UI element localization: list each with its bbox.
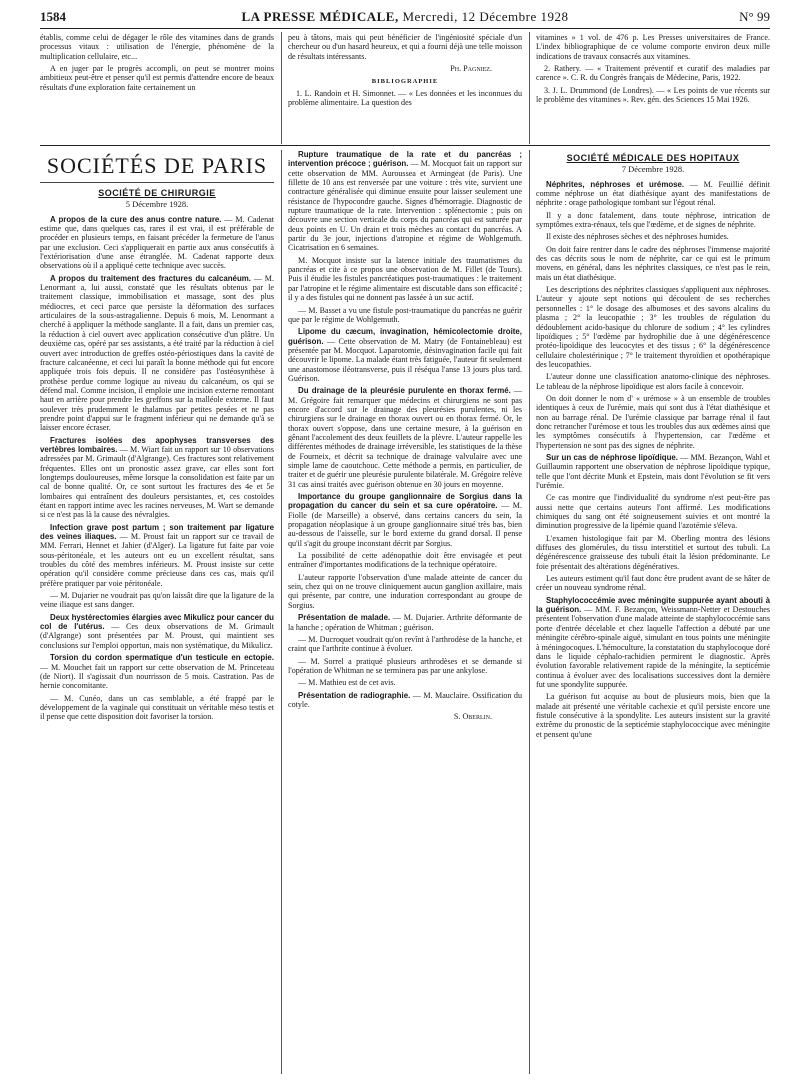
article-text: — Ces deux observations de M. Grimault (d'Algrange) sont présentées par M. Proust, qui maintient ses conclusions sur l'emploi opportun, mais non systématique, du Mikulicz. xyxy=(40,622,274,650)
paragraph xyxy=(288,551,522,570)
paragraph xyxy=(288,635,522,654)
paragraph xyxy=(536,285,770,369)
article-text: — M. Cadenat estime que, dans quelques cas, rares il est vrai, il est préférable de procéder en plusieurs temps, en faisant précéder la fermeture de l'anus par une exclusion. Ceci s'appliquerait en partie aux anus consécutifs à l'extériorisation d'une anse étranglée. M. Cadenat rapporte deux observations où il a appliqué cette technique avec succès. xyxy=(40,214,274,271)
article-heading: Deux hystérectomies élargies avec Mikulicz pour cancer du col de l'utérus. xyxy=(40,612,274,632)
article-text: — M. Mocquot fait un rapport sur cette observation de MM. Auroussea et Armingeat (de Paris). Une fillette de 10 ans est renversée par une voiture : très vite, survient une contracture généralisée qui diminue ensuite pour laisser seulement une résistance de l'hypocondre gauche. Signes d'hémorragie. Diagnostic de rupture traumatique de la rate. Intervention : splénectomie ; puis on découvre une section verticale du corps du pancréas qui est suturée par deux points en U. Un drain et trois mèches au contact du pancréas. A partir du 3e jour, injections d'atropine et régime de Wohlgemuth. Cicatrisation en 6 semaines. xyxy=(288,159,522,253)
paragraph xyxy=(288,306,522,325)
article-text: Les descriptions des néphrites classiques s'appliquent aux néphroses. L'auteur y ajoute sept notions qui découlent de ses recherches personnelles : 1° le dosage des albumoses et des savons alcalins du plasma ; 2° la leucopathie ; 3° les troubles de régulation du dédoublement acido-basique du chlorure de sodium ; 4° les cylindres lipoïdiques ; 5° l'œdème par hydrophilie due à une dégénérescence protéo-lipoïdique des leucocytes et des tissus ; 6° la dégénérescence cellulaire cholestérinique ; 7° le traitement thyroïdien et opothérapique des leucopathies. xyxy=(536,285,770,369)
top-column-1 xyxy=(40,33,274,95)
report-signature: S. Oberlin. xyxy=(453,712,492,722)
article-text: Il y a donc fatalement, dans toute néphrose, intrication de symptômes extra-rénaux, tels que l'œdème, et de signes de néphrite. xyxy=(536,210,770,230)
paragraph xyxy=(536,692,770,739)
section-divider xyxy=(40,145,770,146)
article-paragraph xyxy=(40,523,274,588)
page-number: 1584 xyxy=(40,9,66,24)
article-text: — MM. Bezançon, Wahl et Guillaumin rapportent une observation de néphrose lipoïdique typique, telle que l'ont décrite Munk et Epstein, mais dont l'évolution se fit vers l'urémie. xyxy=(536,452,771,490)
article-text: La guérison fut acquise au bout de plusieurs mois, bien que la malade ait présenté une véritable cachexie et qu'il persiste encore une fistule consécutive à la spondylite. Les auteurs insistent sur la gravité extrême du pronostic de la septicémie staphylococcique avec méningite et pensent qu'une xyxy=(536,692,770,739)
article-paragraph xyxy=(288,386,522,489)
journal-name: LA PRESSE MÉDICALE, xyxy=(241,9,399,24)
running-title xyxy=(40,6,770,28)
paragraph xyxy=(536,493,770,530)
article-text: — M. Wiart fait un rapport sur 10 observations adressées par M. Grimault (d'Algrange). Ces fractures sont relativement fréquentes. Elles ont un pronostic assez grave, car elles sont fort longtemps douloureuses, même lorsque la consolidation est faite par un cal de bonne qualité. Or, ce sont surtout les fractures des 4e et 5e lombaires qui entraînent des douleurs persistantes, et, ces costoïdes étant en rapport intime avec les racines nerveuses, M. Wart se demande si ce n'est pas là la cause des névralgies. xyxy=(40,444,274,520)
article-text: — M. Ducroquet voudrait qu'on revînt à l'arthrodèse de la hanche, et craint que l'arthrite continue à évoluer. xyxy=(288,634,522,654)
article-heading: Rupture traumatique de la rate et du pancréas ; intervention précoce ; guérison. xyxy=(288,150,522,169)
column-rule xyxy=(281,32,282,144)
article-heading: A propos du traitement des fractures du calcanéum. xyxy=(50,273,251,283)
paragraph xyxy=(288,256,522,303)
paragraph xyxy=(536,534,770,571)
article-text: — M. Cunéo, dans un cas semblable, a été frappé par le développement de la vaginale qui constituait un véritable méso testis et il pense que cette disposition doit favoriser la torsion. xyxy=(40,693,274,722)
paragraph xyxy=(288,573,522,610)
societes-column-1 xyxy=(40,150,274,725)
paragraph xyxy=(40,591,274,610)
section-title: SOCIÉTÉS DE PARIS xyxy=(40,152,274,183)
article-paragraph xyxy=(40,436,274,520)
article-text: — M. Lenormant a, lui aussi, constaté que les résultats obtenus par le traitement classique, immobilisation et massage, sont des plus médiocres, et ceci parce que persiste la déformation des surfaces articulaires de la sous-astragalienne. Depuis 6 mois, M. Lenormant a cherché à appliquer la méthode sanglante. Il a fait, dans un premier cas, la réduction à ciel ouvert avec application consécutive d'un plâtre. Un deuxième cas, opéré par ses assistants, a été traité par la réduction à ciel ouvert avec introduction de greffes ostéo-périostiques dans la cavité de fracture calcanéenne, et ceci lui paraît la bonne méthode qui fut encore appliquée trois fois depuis. Il ne considère pas l'ostéosynthèse à prothèse perdue comme logique au niveau du calcanéum, os qui se défend mal. Comme incision, il emploie une incision externe remontant haut en arrière pour prendre les greffons sur la malléole externe. Il faut soulever très prudemment le thalamus par petites pesées et ne pas prendre point d'appui sur le fragment inférieur qui ne demande qu'à se laisser encore écraser. xyxy=(40,273,274,433)
article-text: — M. Basset a vu une fistule post-traumatique du pancréas ne guérir que par le régime de Wohlgemuth. xyxy=(288,305,522,324)
column-rule xyxy=(529,150,530,1074)
paragraph xyxy=(40,694,274,722)
article-paragraph xyxy=(40,653,274,690)
article-paragraph xyxy=(288,492,522,548)
societes-column-3 xyxy=(536,150,770,742)
paragraph xyxy=(536,232,770,241)
article-paragraph xyxy=(40,215,274,271)
article-paragraph xyxy=(40,274,274,433)
paragraph: A en juger par le progrès accompli, on peut se montrer moins ambitieux peut-être et penser qu'il est permis d'attendre encore de beaux résultats d'une exploration faite certainement un xyxy=(40,64,274,92)
article-text: On doit faire rentrer dans le cadre des néphroses l'immense majorité des cas décrits sous le nom de néphrite, car ce qui est le primum movens, en général, dans les néphrites classiques, ce n'est pas le rein, mais un état diathésique. xyxy=(536,244,770,282)
article-text: — M. Mauclaire. Ossification du cotyle. xyxy=(288,690,523,709)
paragraph xyxy=(288,657,522,676)
article-text: — M. Proust fait un rapport sur ce travail de MM. Ferrari, Hennet et Jahier (d'Alger). La ligature fut faite par voie sous-péritonéale, et les auteurs ont eu un excellent résultat, sans troubles du côté des membres inférieurs. M. Proust insiste sur cette opération qu'il considère comme précieuse dans ces cas, mais qu'il préfère pratiquer par voie péritonéale. xyxy=(40,532,274,588)
article-paragraph xyxy=(536,596,770,689)
article-paragraph xyxy=(536,453,770,490)
article-paragraph xyxy=(288,327,522,383)
paragraph xyxy=(536,372,770,391)
societes-column-2 xyxy=(288,150,522,726)
article-heading: Importance du groupe ganglionnaire de Sorgius dans la propagation du cancer du sein et sa cure opératoire. xyxy=(288,492,522,511)
article-text: — MM. F. Bezançon, Weissmann-Netter et Destouches présentent l'observation d'une malade atteinte de staphylococcémie sans porte d'entrée décelable et chez laquelle l'affection a débuté par une méningite cérébro-spinale aiguë, simulant en tous points une méningite à méningocoques. L'hémoculture, la constatation du staphylocoque doré dans le liquide céphalo-rachidien permirent le diagnostic. Après évolution favorable relativement rapide de la méningite, la septicémie continua à évoluer avec des localisations successives dont la dernière fut une spondylite suppurée. xyxy=(536,605,770,689)
article-heading: A propos de la cure des anus contre nature. xyxy=(50,214,222,224)
article-text: — Cette observation de M. Matry (de Fontainebleau) est présentée par M. Mocquot. Laparotomie, désinvagination facile qui fait découvrir le lipome. La malade étant très fatiguée, l'auteur fit seulement une anastomose iléotransverse, puis il réséqua l'anse 13 jours plus tard. Guérison. xyxy=(288,336,522,383)
article-paragraph xyxy=(40,613,274,650)
author-signature: Ph. Pagniez. xyxy=(450,64,492,74)
column-rule xyxy=(529,32,530,144)
article-text: Il existe des néphroses sèches et des néphroses humides. xyxy=(546,232,729,242)
journal-page xyxy=(40,6,770,1076)
article-paragraph xyxy=(536,180,770,208)
paragraph xyxy=(536,211,770,230)
top-column-2 xyxy=(288,33,522,110)
bibliography-heading: BIBLIOGRAPHIE xyxy=(371,78,439,86)
paragraph: 3. J. L. Drummond (de Londres). — « Les points de vue récents sur le problème des vitamines ». Rev. gén. des Sciences 15 Mai 1926. xyxy=(536,85,770,105)
issue-number: N° 99 xyxy=(739,9,770,24)
article-text: — M. Sorrel a pratiqué plusieurs arthrodèses et se demande si l'opération de Whitman ne se terminera pas par une ankylose. xyxy=(288,656,522,675)
paragraph xyxy=(536,574,770,593)
article-paragraph xyxy=(288,150,522,253)
paragraph: 2. Rathery. — « Traitement préventif et curatif des maladies par carence ». C. R. du Congrès français de Médecine, Paris, 1922. xyxy=(536,64,770,83)
article-heading: Du drainage de la pleurésie purulente en thorax fermé. xyxy=(298,386,511,396)
article-heading: Staphylococcémie avec méningite suppurée ayant abouti à la guérison. xyxy=(536,595,770,615)
paragraph xyxy=(288,678,522,687)
top-column-3 xyxy=(536,33,770,107)
page-header xyxy=(40,6,770,29)
article-text: M. Mocquot insiste sur la latence initiale des traumatismes du pancréas et cite à ce propos une observation de M. Fillet (de Tours). Puis il étudie les fistules pancréatiques post-traumatiques : le traitement par l'atropine et le régime alimentaire est discutable dans son efficacité ; il y a des fistules qui ne donnent pas lassée à un suc actif. xyxy=(288,255,522,303)
society-title: SOCIÉTÉ DE CHIRURGIE xyxy=(98,188,216,198)
article-text: — M. Fiolle (de Marseille) a observé, dans certains cancers du sein, la propagation néoplasique à un groupe ganglionnaire situé très bas, bien au-dessous de l'aisselle, sur le bord externe du grand dorsal. Il pense qu'il s'agit du groupe inconstant décrit par Sorgius. xyxy=(288,501,522,548)
article-heading: Torsion du cordon spermatique d'un testicule en ectopie. xyxy=(50,653,274,663)
paragraph: vitamines » 1 vol. de 476 p. Les Presses universitaires de France. L'index bibliographique de ce volume comporte environ deux mille indications de travaux consacrés aux vitamines. xyxy=(536,33,770,61)
article-paragraph xyxy=(288,691,522,710)
article-text: — M. Grégoire fait remarquer que médecins et chirurgiens ne sont pas encore d'accord sur le drainage des pleurésies purulentes, ni les chirurgiens sur le drainage en thorax ouvert ou en thorax fermé. Or, le thorax ouvert s'oppose, dans une certaine mesure, à la guérison en gênant l'accolement des deux feuillets de la plèvre. L'auteur rappelle les différentes méthodes de drainage irréversible, les statistiques de la thèse de Fourneix, et décrit sa technique de drainage valvulaire avec une simple lame de caoutchouc. Cette méthode a permis, en particulier, de traiter et de guérir une pleurésie purulente bilatérale. M. Grégoire relève 31 cas ainsi traités avec guérison obtenue en 30 jours en moyenne. xyxy=(288,386,522,489)
article-heading: Infection grave post partum ; son traitement par ligature des veines iliaques. xyxy=(40,522,274,542)
article-heading: Présentation de radiographie. xyxy=(298,690,411,700)
article-heading: Sur un cas de néphrose lipoïdique. xyxy=(546,452,678,462)
article-text: — M. Feuillié définit comme néphrose un état diathésique ayant des manifestations de néphrite : orage pathologique tombant sur l'égout rénal. xyxy=(536,179,770,208)
article-paragraph xyxy=(288,613,522,632)
article-heading: Présentation de malade. xyxy=(298,613,391,623)
society-title: SOCIÉTÉ MÉDICALE DES HOPITAUX xyxy=(566,153,740,163)
article-ending: peu à tâtons, mais qui peut bénéficier de l'ingéniosité spéciale d'un chercheur ou d'un hasard heureux, et qui a fourni déjà une telle moisson de résultats intéressants. xyxy=(288,33,522,61)
column-rule xyxy=(281,150,282,1074)
paragraph xyxy=(536,394,770,450)
article-text: L'auteur donne une classification anatomo-clinique des néphroses. Le tableau de la néphrose lipoïdique est alors facile à concevoir. xyxy=(536,372,770,391)
article-heading: Lipome du cæcum, invagination, hémicolectomie droite, guérison. xyxy=(288,327,522,346)
article-text: La possibilité de cette adénopathie doit être envisagée et peut entraîner d'importantes modifications de la technique opératoire. xyxy=(288,551,522,570)
article-text: L'examen histologique fait par M. Oberling montra des lésions diffuses des glomérules, du tissu interstitiel et surtout des tubuli. La dégénérescence graisseuse des tubuli était la lésion prédominante. Le foie présentait des altérations dégénératives. xyxy=(536,533,770,571)
article-text: — M. Mathieu est de cet avis. xyxy=(298,678,396,688)
paragraph xyxy=(536,245,770,282)
article-text: On doit donner le nom d' « urémose » à un ensemble de troubles identiques à ceux de l'urémie, mais qui sont dus à l'état diathésique et non au barrage rénal. De l'urémie classique par barrage rénal il faut donc retrancher l'urémose et tous les troubles dus aux œdèmes ainsi que les symptômes consécutifs à l'hypertension, car l'œdème et l'hypertension ne sont pas des signes de néphrite. xyxy=(536,393,770,450)
article-heading: Fractures isolées des apophyses transverses des vertèbres lombaires. xyxy=(40,435,274,454)
bibliography-entry: 1. L. Randoin et H. Simonnet. — « Les données et les inconnues du problème alimentaire. La question des xyxy=(288,88,522,108)
article-text: — M. Dujarier. Arthrite déformante de la hanche ; opération de Whitman ; guérison. xyxy=(288,613,522,632)
paragraph: établis, comme celui de dégager le rôle des vitamines dans de grands processus vitaux : utilisation de l'énergie, phénomène de la multiplication cellulaire, etc... xyxy=(40,33,274,61)
session-date: 7 Décembre 1928. xyxy=(621,164,685,175)
article-text: Ce cas montre que l'individualité du syndrome n'est peut-être pas aussi nette que certains auteurs l'ont affirmé. Les modifications chimiques du sang ont été soigneusement suivies et ont montré la diminution progressive de la lipémie quand l'azotémie s'éleva. xyxy=(536,493,770,531)
article-text: — M. Mouchet fait un rapport sur cette observation de M. Princeteau (de Niort). Il s'agissait d'un nourrisson de 5 mois. Castration. Pas de hernie concomitante. xyxy=(40,662,274,691)
article-text: — M. Dujarier ne voudrait pas qu'on laissât dire que la ligature de la veine iliaque est sans danger. xyxy=(40,591,274,610)
article-text: Les auteurs estiment qu'il faut donc être prudent avant de se hâter de créer un nouveau syndrome rénal. xyxy=(536,574,770,593)
issue-date: Mercredi, 12 Décembre 1928 xyxy=(402,9,569,24)
session-date: 5 Décembre 1928. xyxy=(125,199,189,210)
article-heading: Néphrites, néphroses et urémose. xyxy=(546,179,685,189)
article-text: L'auteur rapporte l'observation d'une malade atteinte de cancer du sein, chez qui on ne trouve cliniquement aucun ganglion axillaire, mais qui présente, par contre, une induration correspondant au groupe de Sorgius. xyxy=(288,572,522,610)
